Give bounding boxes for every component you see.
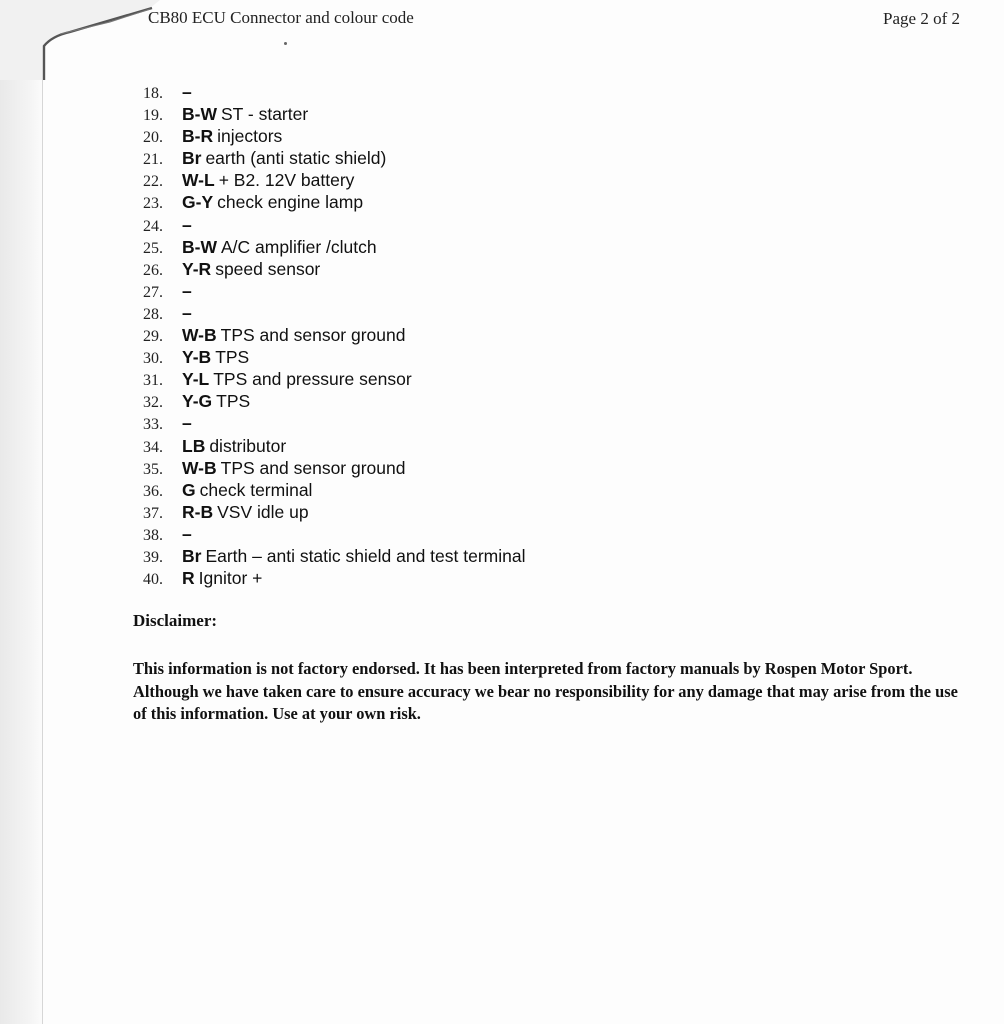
pin-row bbox=[143, 501, 525, 523]
pin-number: 39. bbox=[143, 548, 163, 566]
pin-number: 32. bbox=[143, 394, 163, 412]
pin-number: 33. bbox=[143, 416, 163, 434]
pin-number: 28. bbox=[143, 305, 163, 323]
wire-colour-code: W-B bbox=[182, 325, 217, 346]
pin-number: 20. bbox=[143, 129, 163, 147]
pin-number: 40. bbox=[143, 571, 163, 589]
pin-row bbox=[143, 103, 525, 125]
pin-number: 35. bbox=[143, 460, 163, 478]
pin-row bbox=[143, 191, 525, 213]
pin-number: 31. bbox=[143, 372, 163, 390]
pin-function: TPS and sensor ground bbox=[220, 457, 406, 478]
wire-colour-code: W-B bbox=[182, 457, 217, 478]
wire-colour-code: Y-R bbox=[182, 258, 212, 279]
page-left-edge bbox=[0, 0, 43, 1024]
wire-colour-code: W-L bbox=[182, 170, 215, 191]
pin-function: speed sensor bbox=[215, 258, 321, 279]
pin-row bbox=[143, 236, 525, 258]
pin-function: VSV idle up bbox=[217, 501, 309, 522]
wire-colour-code: – bbox=[182, 280, 192, 301]
disclaimer-heading: Disclaimer: bbox=[133, 611, 218, 630]
pin-row bbox=[143, 412, 525, 434]
pin-function: TPS and sensor ground bbox=[220, 325, 406, 346]
scan-speck bbox=[284, 42, 287, 45]
disclaimer-body: This information is not factory endorsed. It has been interpreted from factory manuals by Rospen Motor Sport. Although we have taken care to ensure accuracy we bear no responsibility for any damage that may arise from the use of this information. Use at your own risk. bbox=[133, 659, 958, 723]
wire-colour-code: Y-G bbox=[182, 391, 213, 412]
pin-row bbox=[143, 324, 525, 346]
page-indicator: Page 2 of 2 bbox=[883, 9, 960, 28]
pin-row bbox=[143, 346, 525, 368]
pin-number: 19. bbox=[143, 107, 163, 125]
wire-colour-code: LB bbox=[182, 435, 206, 456]
pin-function: injectors bbox=[217, 126, 283, 147]
document-title: CB80 ECU Connector and colour code bbox=[148, 8, 414, 27]
pin-row bbox=[143, 545, 525, 567]
wire-colour-code: B-R bbox=[182, 126, 214, 147]
pin-function: TPS and pressure sensor bbox=[213, 369, 412, 390]
wire-colour-code: – bbox=[182, 82, 192, 102]
pin-row bbox=[143, 567, 525, 589]
pin-row bbox=[143, 125, 525, 147]
pin-row bbox=[143, 258, 525, 280]
pin-number: 38. bbox=[143, 526, 163, 544]
wire-colour-code: R bbox=[182, 568, 195, 589]
pin-row bbox=[143, 147, 525, 169]
pin-row bbox=[143, 81, 525, 103]
pin-row bbox=[143, 302, 525, 324]
wire-colour-code: – bbox=[182, 413, 192, 434]
pin-function: check engine lamp bbox=[217, 192, 364, 213]
pin-number: 27. bbox=[143, 283, 163, 301]
pin-number: 37. bbox=[143, 504, 163, 522]
wire-colour-code: R-B bbox=[182, 501, 214, 522]
wire-colour-code: Y-B bbox=[182, 347, 212, 368]
pin-number: 25. bbox=[143, 239, 163, 257]
pin-row bbox=[143, 523, 525, 545]
pin-number: 24. bbox=[143, 217, 163, 235]
pin-number: 30. bbox=[143, 350, 163, 368]
pin-function: ST - starter bbox=[220, 104, 309, 125]
pin-number: 23. bbox=[143, 195, 163, 213]
pin-number: 21. bbox=[143, 151, 163, 169]
pin-function: + B2. 12V battery bbox=[218, 170, 355, 191]
pin-number: 22. bbox=[143, 173, 163, 191]
pin-function: TPS bbox=[216, 391, 251, 412]
wire-colour-code: Y-L bbox=[182, 369, 210, 390]
pin-number: 29. bbox=[143, 328, 163, 346]
pin-list bbox=[143, 81, 525, 589]
pin-function: distributor bbox=[209, 435, 287, 456]
pin-row bbox=[143, 280, 525, 302]
pin-row bbox=[143, 169, 525, 191]
pin-row bbox=[143, 479, 525, 501]
pin-number: 18. bbox=[143, 85, 163, 102]
pin-number: 36. bbox=[143, 482, 163, 500]
wire-colour-code: – bbox=[182, 302, 192, 323]
pin-function: TPS bbox=[215, 347, 250, 368]
pin-row bbox=[143, 214, 525, 236]
wire-colour-code: B-W bbox=[182, 236, 217, 257]
wire-colour-code: Br bbox=[182, 148, 202, 169]
pin-row bbox=[143, 368, 525, 390]
wire-colour-code: – bbox=[182, 214, 192, 235]
pin-row bbox=[143, 435, 525, 457]
pin-number: 34. bbox=[143, 438, 163, 456]
pin-function: A/C amplifier /clutch bbox=[220, 236, 377, 257]
wire-colour-code: B-W bbox=[182, 104, 217, 125]
pin-row bbox=[143, 457, 525, 479]
wire-colour-code: – bbox=[182, 523, 192, 544]
wire-colour-code: G-Y bbox=[182, 192, 214, 213]
pin-function: check terminal bbox=[199, 479, 313, 500]
pin-number: 26. bbox=[143, 261, 163, 279]
pin-function: Ignitor + bbox=[198, 568, 263, 589]
pin-row bbox=[143, 390, 525, 412]
wire-colour-code: G bbox=[182, 479, 196, 500]
pin-function: Earth – anti static shield and test terminal bbox=[205, 545, 526, 566]
wire-colour-code: Br bbox=[182, 545, 202, 566]
pin-function: earth (anti static shield) bbox=[205, 148, 387, 169]
